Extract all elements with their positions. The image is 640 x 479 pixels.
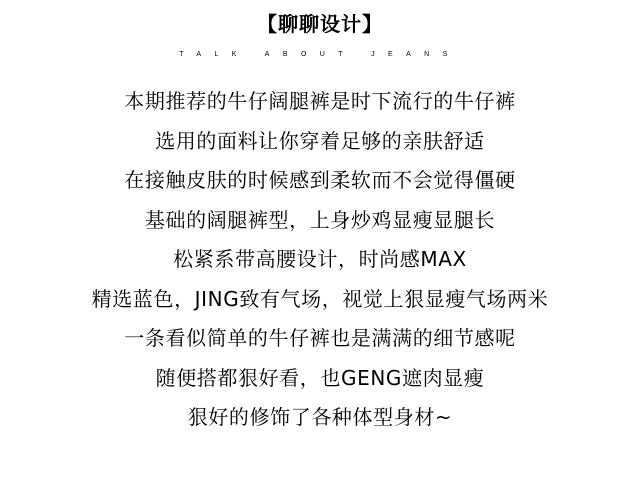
body-line: 基础的阔腿裤型，上身炒鸡显瘦显腿长	[144, 207, 496, 232]
section-title: 【聊聊设计】	[257, 12, 383, 36]
body-line: 在接触皮肤的时候感到柔软而不会觉得僵硬	[124, 168, 516, 192]
body-line: 一条看似简单的牛仔裤也是满满的细节感呢	[124, 326, 516, 350]
body-line: 狠好的修饰了各种体型身材~	[187, 405, 453, 429]
body-line: 随便搭都狠好看，也GENG遮肉显瘦	[155, 365, 485, 390]
body-line: 本期推荐的牛仔阔腿裤是时下流行的牛仔裤	[124, 89, 516, 113]
body-text	[0, 82, 640, 438]
body-line: 选用的面料让你穿着足够的亲肤舒适	[155, 128, 485, 153]
section-subtitle: TALK ABOUT JEANS	[179, 51, 461, 58]
body-line: 精选蓝色，JING致有气场，视觉上狠显瘦气场两米	[91, 286, 549, 311]
body-line: 松紧系带高腰设计，时尚感MAX	[173, 247, 467, 271]
